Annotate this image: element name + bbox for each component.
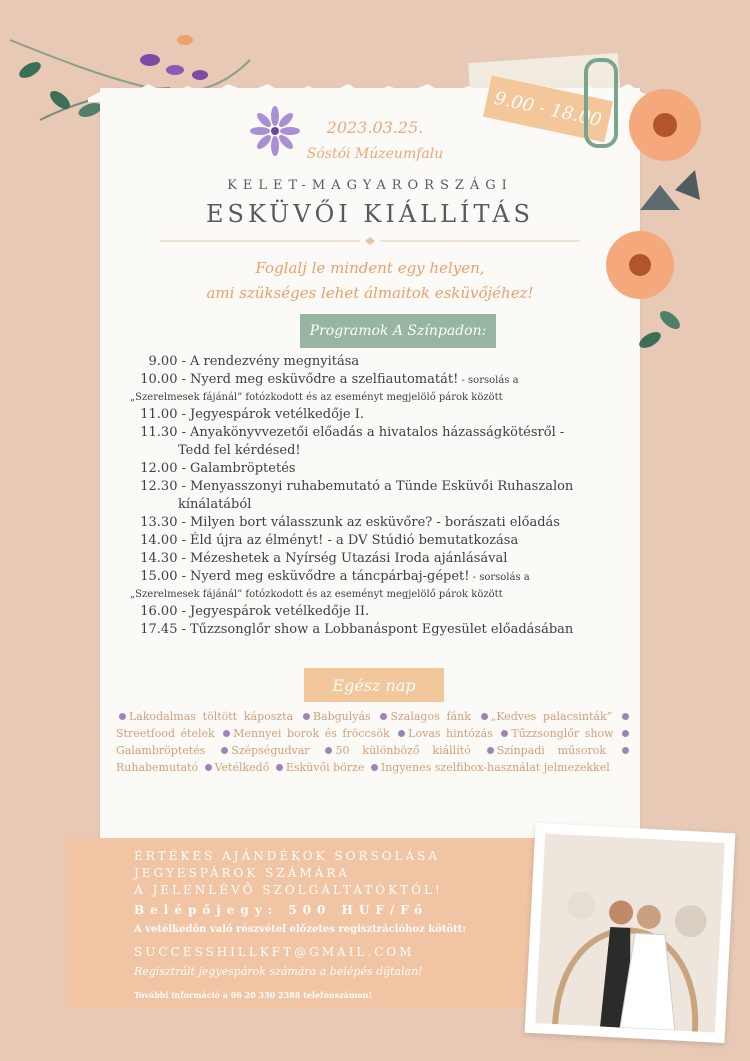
bullet-icon xyxy=(501,730,508,737)
allday-item: Lovas hintózás xyxy=(408,727,493,740)
allday-item: Streetfood ételek xyxy=(116,727,215,740)
schedule-time: 11.00 - xyxy=(140,407,186,422)
tagline-line-2: ami szükséges lehet álmaitok esküvőjéhez! xyxy=(206,284,534,302)
bullet-icon xyxy=(380,713,387,720)
schedule-text-cont: kínálatából xyxy=(178,497,252,512)
allday-item: 50 különböző kiállító xyxy=(335,744,471,757)
allday-item: Ingyenes szelfibox-használat jelmezekkel xyxy=(380,761,610,774)
schedule-text: Jegyespárok vetélkedője II. xyxy=(190,604,370,619)
allday-item: Babgulyás xyxy=(312,710,371,723)
schedule-item xyxy=(122,532,632,550)
schedule-time: 17.45 - xyxy=(140,622,186,637)
raffle-line-3: A JELENLÉVŐ SZOLGÁLTATÓKTÓL! xyxy=(134,883,443,897)
allday-item: Szépségudvar xyxy=(231,744,310,757)
allday-item: Galambröptetés xyxy=(116,744,206,757)
schedule-item xyxy=(122,424,632,442)
bullet-icon xyxy=(205,764,212,771)
allday-item: Szalagos fánk xyxy=(390,710,471,723)
schedule-text-cont: Tedd fel kérdésed! xyxy=(178,443,301,458)
schedule-text: Nyerd meg esküvődre a táncpárbaj-gépet! xyxy=(190,569,470,584)
schedule-item xyxy=(122,353,632,371)
schedule-text: Jegyespárok vetélkedője I. xyxy=(190,407,365,422)
bullet-icon xyxy=(223,730,230,737)
allday-item: Lakodalmas töltött káposzta xyxy=(129,710,294,723)
schedule-text: Menyasszonyi ruhabemutató a Tünde Esküvői Ruhaszalon xyxy=(190,479,574,494)
ornamental-divider xyxy=(160,237,580,245)
schedule-text: Tűzzsonglőr show a Lobbanáspont Egyesület előadásában xyxy=(190,622,574,637)
bullet-icon xyxy=(303,713,310,720)
bullet-icon xyxy=(487,747,494,754)
event-subtitle: KELET-MAGYARORSZÁGI xyxy=(227,178,513,193)
registration-note: A vetélkedőn való részvétel előzetes regisztrációhoz kötött: xyxy=(134,924,467,935)
program-banner: Programok A Színpadon: xyxy=(300,314,496,348)
allday-item: Esküvői börze xyxy=(285,761,365,774)
allday-item: Vetélkedő xyxy=(214,761,270,774)
couple-photo-image xyxy=(535,833,725,1032)
schedule-note: - sorsolás a xyxy=(458,375,519,386)
schedule-time: 16.00 - xyxy=(140,604,186,619)
schedule-time: 12.30 - xyxy=(140,479,186,494)
contact-email[interactable]: SUCCESSHILLKFT@GMAIL.COM xyxy=(134,945,415,959)
schedule-text: Anyakönyvvezetői előadás a hivatalos házasságkötésről - xyxy=(190,425,565,440)
schedule-note-cont: „Szerelmesek fájánál” fotózkodott és az eseményt megjelölő párok között xyxy=(130,589,503,600)
schedule-text: Milyen bort válasszunk az esküvőre? - borászati előadás xyxy=(190,515,560,530)
schedule-item xyxy=(122,371,632,390)
schedule-time: 10.00 - xyxy=(140,372,186,387)
schedule-note-cont: „Szerelmesek fájánál” fotózkodott és az eseményt megjelölő párok között xyxy=(130,392,503,403)
raffle-text xyxy=(134,848,534,899)
ticket-price: Belépőjegy: 500 HUF/Fő xyxy=(134,903,429,917)
schedule-note: - sorsolás a xyxy=(469,572,530,583)
schedule-item xyxy=(122,478,632,496)
schedule-time: 13.30 - xyxy=(140,515,186,530)
bullet-icon xyxy=(622,730,629,737)
bullet-icon xyxy=(325,747,332,754)
schedule-item xyxy=(122,460,632,478)
floral-decoration-right xyxy=(600,70,750,380)
time-badge: 9.00 - 18.00 xyxy=(483,76,613,143)
allday-list xyxy=(116,708,632,776)
allday-item: Tűzzsonglőr show xyxy=(511,727,614,740)
schedule-item xyxy=(122,621,632,639)
allday-item: Mennyei borok és fröccsök xyxy=(233,727,390,740)
event-title: ESKÜVŐI KIÁLLÍTÁS xyxy=(206,200,534,228)
schedule-item xyxy=(122,550,632,568)
schedule-item xyxy=(122,603,632,621)
schedule-item xyxy=(122,568,632,587)
couple-photo xyxy=(525,823,736,1043)
bullet-icon xyxy=(398,730,405,737)
schedule-item xyxy=(122,514,632,532)
tagline-line-1: Foglalj le mindent egy helyen, xyxy=(255,259,485,277)
allday-item: Ruhabemutató xyxy=(116,761,199,774)
schedule-text: Mézeshetek a Nyírség Utazási Iroda ajánlásával xyxy=(190,551,508,566)
schedule-item xyxy=(122,406,632,424)
bullet-icon xyxy=(481,713,488,720)
bullet-icon xyxy=(119,713,126,720)
schedule-time: 14.30 - xyxy=(140,551,186,566)
bullet-icon xyxy=(221,747,228,754)
tagline xyxy=(170,256,570,306)
bullet-icon xyxy=(276,764,283,771)
allday-banner: Egész nap xyxy=(304,668,444,702)
schedule-text: Nyerd meg esküvődre a szelfiautomatát! xyxy=(190,372,459,387)
schedule-text: Éld újra az élményt! - a DV Stúdió bemutatkozása xyxy=(190,533,519,548)
event-date: 2023.03.25. xyxy=(326,118,424,137)
phone-info: További információ a 06 20 330 2388 telefonszámon! xyxy=(134,990,372,1000)
raffle-line-1: ÉRTÉKES AJÁNDÉKOK SORSOLÁSA xyxy=(134,849,441,863)
schedule-list xyxy=(122,353,632,639)
bullet-icon xyxy=(622,747,629,754)
allday-item: Színpadi műsorok xyxy=(496,744,607,757)
raffle-line-2: JEGYESPÁROK SZÁMÁRA xyxy=(134,866,351,880)
free-entry-note: Regisztrált jegyespárok számára a belépés díjtalan! xyxy=(134,965,423,978)
schedule-time: 11.30 - xyxy=(140,425,186,440)
event-venue: Sóstói Múzeumfalu xyxy=(306,146,444,162)
schedule-text: Galambröptetés xyxy=(190,461,296,476)
schedule-time: 14.00 - xyxy=(140,533,186,548)
schedule-time: 12.00 - xyxy=(140,461,186,476)
allday-item: „Kedves palacsinták” xyxy=(490,710,613,723)
schedule-time: 9.00 - xyxy=(148,354,186,369)
schedule-time: 15.00 - xyxy=(140,569,186,584)
bullet-icon xyxy=(371,764,378,771)
schedule-text: A rendezvény megnyitása xyxy=(190,354,360,369)
bullet-icon xyxy=(622,713,629,720)
